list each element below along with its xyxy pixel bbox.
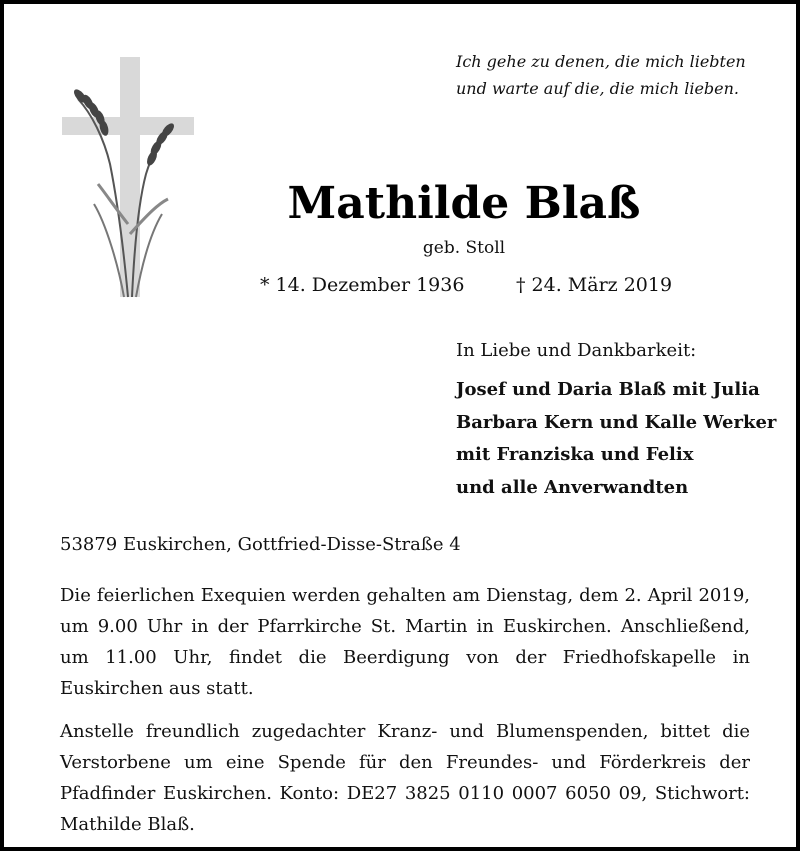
cross-with-wheat-icon: [58, 54, 198, 299]
death-date: † 24. März 2019: [516, 274, 673, 296]
deceased-name: Mathilde Blaß: [287, 178, 641, 229]
donation-request: Anstelle freundlich zugedachter Kranz- und Blumenspenden, bittet die Verstorbene um eine Spende für den Freundes- und Förderkreis der Pfadfinder Euskirchen. Konto: DE27 3825 0110 0007 6050 09, Stichwort: Mathilde Blaß.: [60, 721, 750, 835]
mourners-list: [456, 374, 776, 504]
funeral-details: Die feierlichen Exequien werden gehalten am Dienstag, dem 2. April 2019, um 9.00 Uhr in der Pfarrkirche St. Martin in Euskirchen. Anschließend, um 11.00 Uhr, findet die Beerdigung von der Friedhofskapelle in Euskirchen aus statt.: [60, 585, 750, 699]
birth-date: * 14. Dezember 1936: [260, 274, 465, 296]
mourner-line: und alle Anverwandten: [456, 476, 689, 498]
motto-line: und warte auf die, die mich lieben.: [456, 79, 740, 98]
mourner-line: Barbara Kern und Kalle Werker: [456, 411, 777, 433]
motto-line: Ich gehe zu denen, die mich liebten: [456, 52, 746, 71]
birth-name: geb. Stoll: [422, 238, 506, 258]
dedication: In Liebe und Dankbarkeit:: [456, 340, 697, 361]
mourner-line: mit Franziska und Felix: [456, 444, 694, 465]
family-address: 53879 Euskirchen, Gottfried-Disse-Straße 4: [60, 534, 461, 555]
mourner-line: Josef und Daria Blaß mit Julia: [456, 379, 760, 400]
motto-quote: [456, 48, 776, 102]
